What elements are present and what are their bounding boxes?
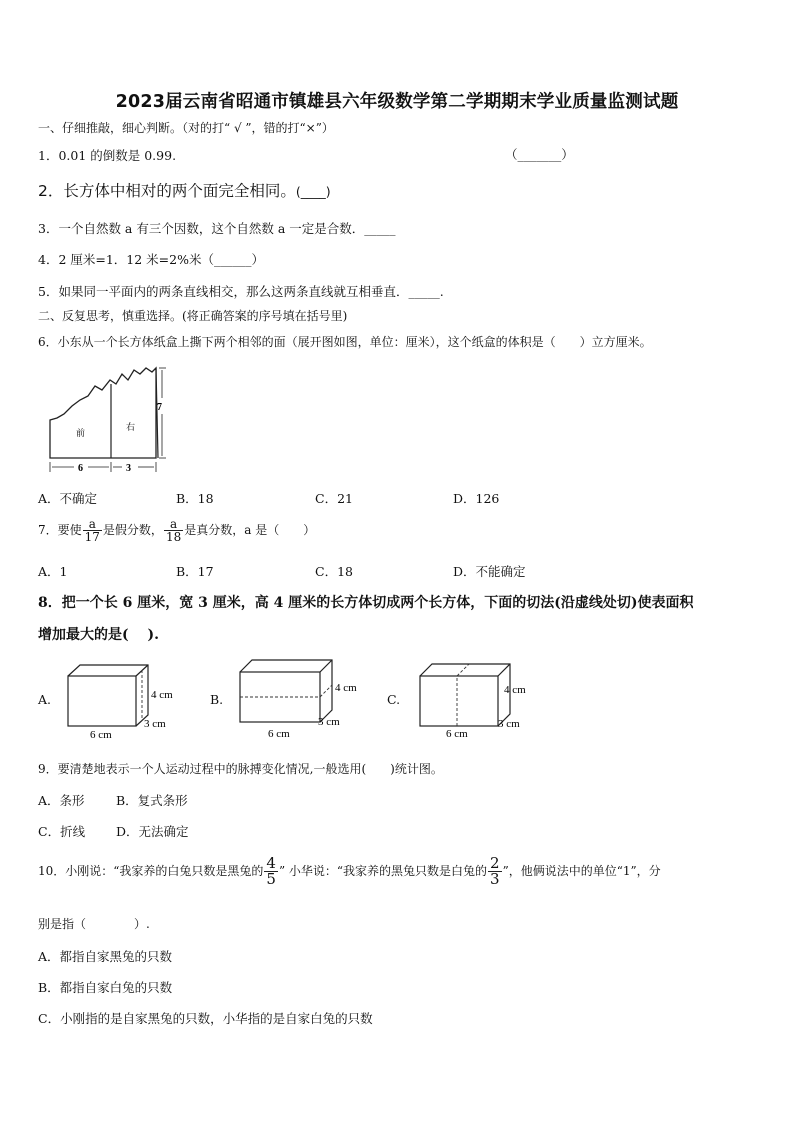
q6-option-d[interactable]: D．126: [453, 491, 500, 506]
cut-dashed-line: [457, 664, 469, 726]
q7-prefix: 7．要使: [38, 523, 82, 537]
q7-option-b[interactable]: B．17: [176, 564, 214, 579]
question-1-text: 1．0.01 的倒数是 0.99.: [38, 148, 177, 163]
dim-length: 6 cm: [268, 728, 290, 740]
box-front-face: [68, 676, 136, 726]
fraction-denominator: 18: [165, 530, 182, 544]
dim-width: 3 cm: [144, 718, 166, 730]
question-10-line-2: 别是指（ ）.: [38, 917, 150, 931]
q10-middle: ” 小华说：“我家养的黑兔只数是白兔的: [278, 864, 488, 878]
dim-label-7: 7: [157, 402, 162, 413]
q6-option-a[interactable]: A．不确定: [38, 491, 98, 506]
question-9-text: 9．要清楚地表示一个人运动过程中的脉搏变化情况,一般选用( )统计图。: [38, 762, 443, 776]
box-top-edge: [320, 660, 332, 672]
q9-option-a[interactable]: A．条形: [38, 793, 85, 808]
q10-option-c[interactable]: C．小刚指的是自家黑兔的只数，小华指的是自家白兔的只数: [38, 1011, 373, 1026]
question-6-text: 6．小东从一个长方体纸盒上撕下两个相邻的面（展开图如图，单位：厘米），这个纸盒的体积是（ ）立方厘米。: [38, 335, 652, 349]
q6-option-c[interactable]: C．21: [315, 491, 353, 506]
q8-option-b-box[interactable]: [232, 652, 362, 742]
dim-height: 4 cm: [335, 682, 357, 694]
fraction-a-over-17: [83, 518, 102, 543]
q9-option-d[interactable]: D．无法确定: [116, 824, 189, 839]
question-7-text: [38, 518, 315, 543]
dim-length: 6 cm: [90, 729, 112, 741]
dim-label-6: 6: [78, 463, 83, 474]
question-1-answer-blank[interactable]: （_______）: [505, 147, 574, 162]
q10-option-a[interactable]: A．都指自家黑兔的只数: [38, 949, 173, 964]
q7-suffix: 是真分数，a 是（ ）: [184, 523, 316, 537]
question-2-answer-blank[interactable]: (____): [295, 184, 331, 199]
face-right-label: 右: [126, 422, 136, 432]
fraction-numerator: 4: [266, 854, 276, 872]
section-heading-choice: 二、反复思考，慎重选择。(将正确答案的序号填在括号里): [38, 309, 348, 323]
fraction-denominator: 5: [266, 870, 276, 888]
page-title: 2023届云南省昭通市镇雄县六年级数学第二学期期末学业质量监测试题: [115, 92, 679, 112]
dim-label-3: 3: [126, 463, 131, 474]
fraction-numerator: a: [83, 518, 102, 531]
question-8-line-2: 增加最大的是( ).: [38, 627, 159, 643]
net-outline: [50, 368, 156, 458]
q7-middle: 是假分数，: [102, 523, 163, 537]
box-front-face: [420, 676, 498, 726]
q10-option-b[interactable]: B．都指自家白兔的只数: [38, 980, 173, 995]
q7-option-c[interactable]: C．18: [315, 564, 353, 579]
question-3-text: 3．一个自然数 a 有三个因数，这个自然数 a 一定是合数．_____: [38, 221, 396, 236]
fraction-numerator: 2: [490, 854, 500, 872]
q6-option-b[interactable]: B．18: [176, 491, 214, 506]
question-2-statement: 2．长方体中相对的两个面完全相同。: [38, 182, 296, 200]
q10-prefix: 10．小刚说：“我家养的白兔只数是黑兔的: [38, 864, 264, 878]
question-10-line-1: [38, 856, 661, 887]
dim-width: 3 cm: [498, 718, 520, 730]
dim-length: 6 cm: [446, 728, 468, 740]
question-8-line-1: 8．把一个长 6 厘米，宽 3 厘米，高 4 厘米的长方体切成两个长方体，下面的切法(沿虚线处切)使表面积: [38, 595, 694, 611]
dim-height: 4 cm: [151, 689, 173, 701]
q7-option-d[interactable]: D．不能确定: [453, 564, 526, 579]
fraction-a-over-18: [164, 518, 183, 543]
cut-dashed-line: [240, 685, 332, 697]
section-heading-judgement: 一、仔细推敲，细心判断。（对的打“ √ ”，错的打“×”）: [38, 121, 334, 135]
q9-option-b[interactable]: B．复式条形: [116, 793, 188, 808]
box-top-edge: [498, 664, 510, 676]
question-4-text: 4．2 厘米=1．12 米=2%米（______）: [38, 252, 264, 267]
question-2-text: [38, 179, 331, 201]
dim-height: 4 cm: [504, 684, 526, 696]
q10-suffix: ”，他俩说法中的单位“1”，分: [502, 864, 661, 878]
box-back-edges: [420, 664, 510, 726]
fraction-denominator: 17: [84, 530, 100, 544]
q8-option-c-box[interactable]: [412, 654, 542, 744]
fraction-numerator: a: [164, 518, 183, 531]
fraction-denominator: 3: [490, 870, 500, 888]
q8-option-b-label[interactable]: B.: [210, 692, 224, 707]
q6-net-figure: [40, 362, 170, 474]
q9-option-c[interactable]: C．折线: [38, 824, 86, 839]
q8-option-a-label[interactable]: A.: [38, 692, 52, 707]
q8-option-c-label[interactable]: C.: [387, 692, 401, 707]
face-front-label: 前: [76, 428, 86, 438]
question-5-text: 5．如果同一平面内的两条直线相交，那么这两条直线就互相垂直．_____.: [38, 284, 444, 299]
fraction-2-over-3: [488, 856, 502, 887]
fraction-4-over-5: [264, 856, 278, 887]
dim-width: 3 cm: [318, 716, 340, 728]
q7-option-a[interactable]: A．1: [38, 564, 68, 579]
box-back-edges: [240, 660, 332, 722]
q8-option-a-box[interactable]: [60, 656, 190, 744]
